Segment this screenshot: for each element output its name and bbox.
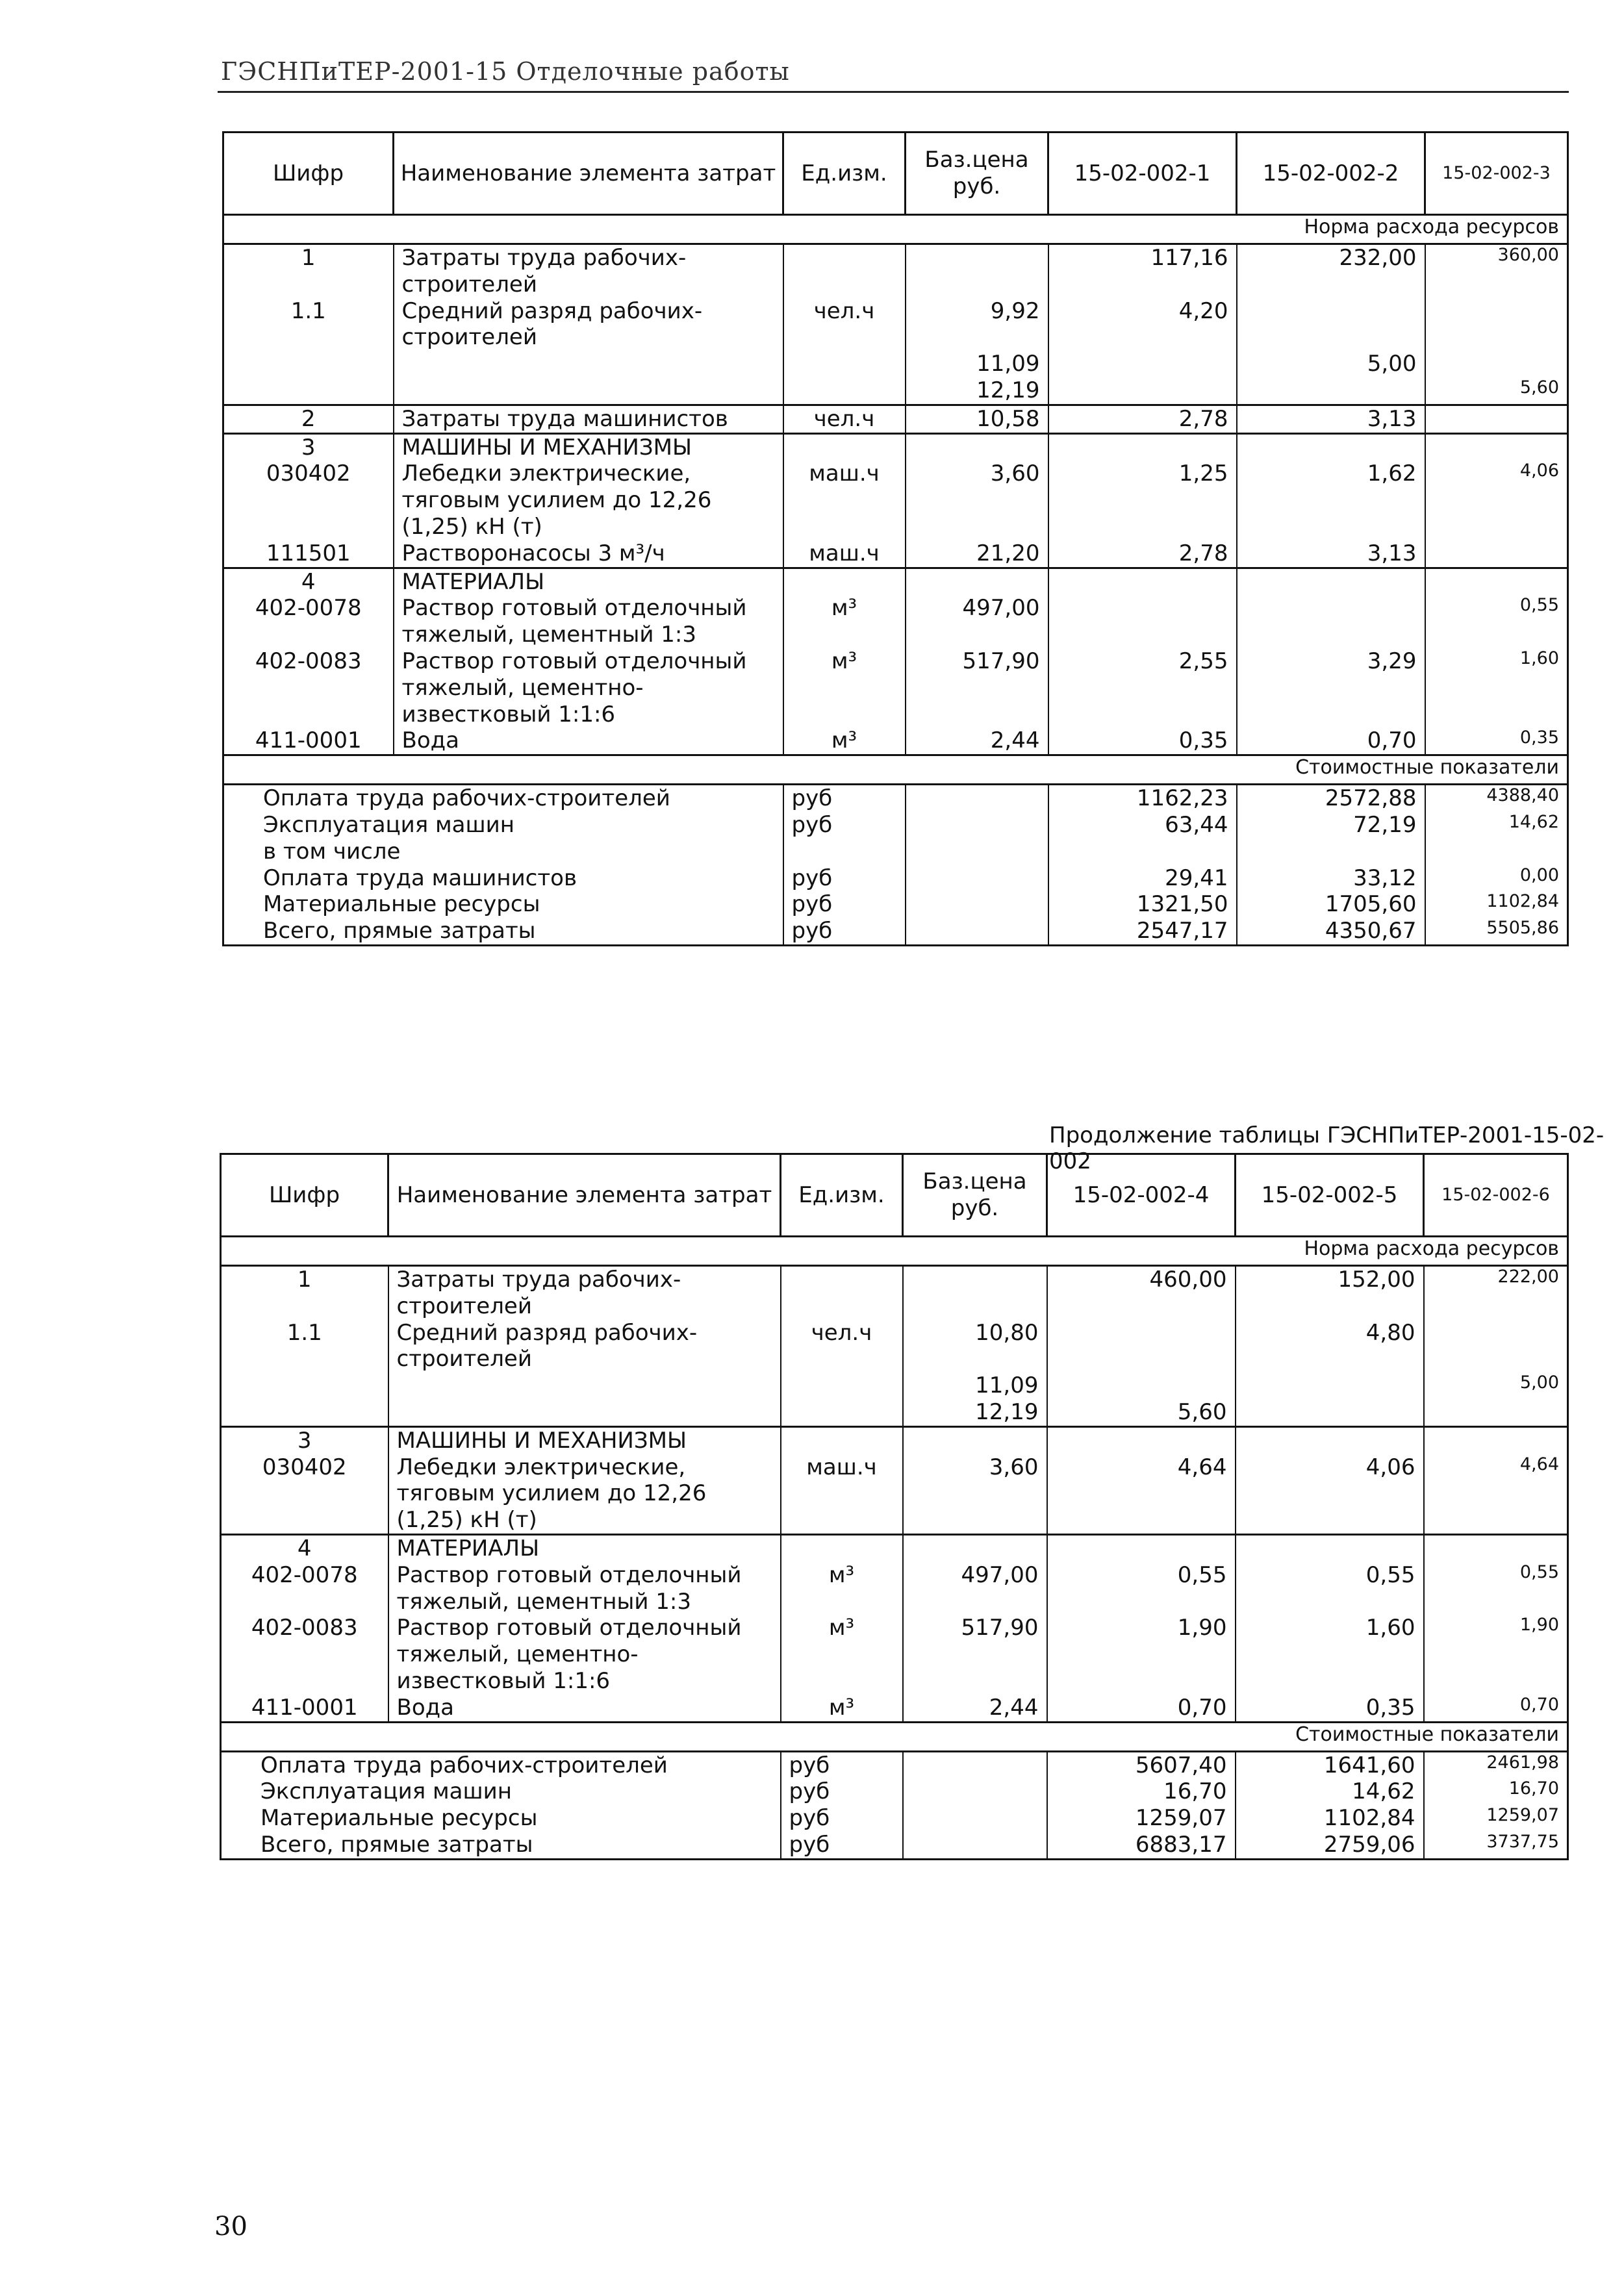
summary-label: Эксплуатация машин bbox=[221, 1778, 781, 1805]
cell-col-3: 360,00 bbox=[1425, 244, 1568, 298]
summary-col-1: 16,70 bbox=[1047, 1778, 1236, 1805]
header-price: Баз.цена руб. bbox=[903, 1154, 1047, 1237]
cell-code bbox=[223, 377, 394, 405]
summary-unit: руб bbox=[783, 865, 906, 892]
header-col-1: 15-02-002-4 bbox=[1047, 1154, 1236, 1237]
header-rule bbox=[218, 91, 1569, 93]
table-row bbox=[221, 1695, 1568, 1722]
summary-row bbox=[221, 1751, 1568, 1778]
cell-col-1 bbox=[1048, 568, 1237, 595]
table-row bbox=[223, 351, 1568, 377]
cell-col-1 bbox=[1048, 595, 1237, 648]
table-header-row bbox=[223, 133, 1568, 215]
cell-col-3: 4,06 bbox=[1425, 461, 1568, 540]
cell-price bbox=[903, 1266, 1047, 1320]
summary-row bbox=[223, 865, 1568, 892]
summary-col-2: 1641,60 bbox=[1236, 1751, 1424, 1778]
cell-name: Вода bbox=[388, 1695, 781, 1722]
summary-blank bbox=[903, 1751, 1047, 1778]
continuation-caption: Продолжение таблицы ГЭСНПиТЕР-2001-15-02-002 bbox=[1049, 1122, 1605, 1174]
cell-col-1 bbox=[1047, 1320, 1236, 1373]
summary-col-2: 14,62 bbox=[1236, 1778, 1424, 1805]
cell-col-1: 1,90 bbox=[1047, 1615, 1236, 1694]
cell-col-1: 460,00 bbox=[1047, 1266, 1236, 1320]
summary-col-3: 3737,75 bbox=[1424, 1832, 1568, 1859]
cell-price: 11,09 bbox=[906, 351, 1048, 377]
summary-col-3: 1259,07 bbox=[1424, 1805, 1568, 1832]
cell-unit: чел.ч bbox=[783, 405, 906, 433]
section-heading: МАШИНЫ И МЕХАНИЗМЫ bbox=[388, 1426, 781, 1454]
cell-price: 10,58 bbox=[906, 405, 1048, 433]
cell-unit bbox=[781, 1372, 903, 1399]
cell-col-3: 1,60 bbox=[1425, 648, 1568, 727]
summary-col-1 bbox=[1048, 839, 1237, 865]
cell-price: 497,00 bbox=[903, 1562, 1047, 1615]
cell-col-2: 1,62 bbox=[1237, 461, 1425, 540]
summary-col-2 bbox=[1237, 839, 1425, 865]
cell-col-1: 5,60 bbox=[1047, 1399, 1236, 1426]
summary-row bbox=[223, 839, 1568, 865]
cell-name bbox=[388, 1372, 781, 1399]
summary-label: Материальные ресурсы bbox=[223, 891, 783, 918]
summary-unit: руб bbox=[781, 1751, 903, 1778]
cell-col-3 bbox=[1425, 540, 1568, 568]
cell-col-2 bbox=[1237, 298, 1425, 351]
resource-table-2 bbox=[220, 1153, 1569, 1860]
norm-label: Норма расхода ресурсов bbox=[221, 1237, 1568, 1266]
summary-col-1: 29,41 bbox=[1048, 865, 1237, 892]
table-row bbox=[221, 1266, 1568, 1320]
cell-code: 1 bbox=[221, 1266, 388, 1320]
header-col-2: 15-02-002-5 bbox=[1236, 1154, 1424, 1237]
summary-blank bbox=[906, 865, 1048, 892]
cell-col-2: 0,70 bbox=[1237, 727, 1425, 755]
header-unit: Ед.изм. bbox=[781, 1154, 903, 1237]
summary-unit: руб bbox=[781, 1778, 903, 1805]
cell-col-3: 1,90 bbox=[1424, 1615, 1568, 1694]
summary-col-3: 5505,86 bbox=[1425, 918, 1568, 945]
cell-price bbox=[906, 244, 1048, 298]
cell-code: 402-0078 bbox=[221, 1562, 388, 1615]
cell-name: Растворонасосы 3 м³/ч bbox=[394, 540, 783, 568]
summary-col-3: 2461,98 bbox=[1424, 1751, 1568, 1778]
summary-col-2: 2759,06 bbox=[1236, 1832, 1424, 1859]
summary-col-1: 63,44 bbox=[1048, 812, 1237, 839]
table-row bbox=[223, 377, 1568, 405]
cell-col-3: 5,60 bbox=[1425, 377, 1568, 405]
summary-label: в том числе bbox=[223, 839, 783, 865]
header-name: Наименование элемента затрат bbox=[394, 133, 783, 215]
cell-col-3: 222,00 bbox=[1424, 1266, 1568, 1320]
cell-price: 9,92 bbox=[906, 298, 1048, 351]
table-row bbox=[223, 244, 1568, 298]
cell-unit bbox=[783, 244, 906, 298]
cell-col-2: 3,13 bbox=[1237, 540, 1425, 568]
cell-name: Раствор готовый отделочный тяжелый, цементно-известковый 1:1:6 bbox=[388, 1615, 781, 1694]
table-row bbox=[221, 1534, 1568, 1561]
summary-blank bbox=[906, 891, 1048, 918]
summary-unit: руб bbox=[783, 785, 906, 812]
cell-code: 411-0001 bbox=[223, 727, 394, 755]
cell-col-3 bbox=[1424, 1426, 1568, 1454]
summary-unit bbox=[783, 839, 906, 865]
summary-unit: руб bbox=[783, 891, 906, 918]
cell-unit bbox=[781, 1266, 903, 1320]
cell-name: Раствор готовый отделочный тяжелый, цементный 1:3 bbox=[394, 595, 783, 648]
summary-label: Материальные ресурсы bbox=[221, 1805, 781, 1832]
cell-price: 497,00 bbox=[906, 595, 1048, 648]
cell-price: 2,44 bbox=[906, 727, 1048, 755]
cell-price: 2,44 bbox=[903, 1695, 1047, 1722]
table-row bbox=[223, 461, 1568, 540]
cell-unit: м³ bbox=[783, 727, 906, 755]
cell-col-1: 2,78 bbox=[1048, 540, 1237, 568]
cell-unit: м³ bbox=[783, 595, 906, 648]
table-row bbox=[221, 1426, 1568, 1454]
summary-col-2: 72,19 bbox=[1237, 812, 1425, 839]
page-number: 30 bbox=[214, 2212, 247, 2242]
summary-blank bbox=[903, 1832, 1047, 1859]
cell-col-3: 0,70 bbox=[1424, 1695, 1568, 1722]
header-code: Шифр bbox=[221, 1154, 388, 1237]
summary-unit: руб bbox=[783, 918, 906, 945]
table-row bbox=[221, 1615, 1568, 1694]
cell-price bbox=[906, 433, 1048, 461]
cell-unit: м³ bbox=[783, 648, 906, 727]
cell-unit: м³ bbox=[781, 1615, 903, 1694]
cell-price: 517,90 bbox=[903, 1615, 1047, 1694]
summary-blank bbox=[906, 785, 1048, 812]
summary-blank bbox=[906, 918, 1048, 945]
table-row bbox=[221, 1454, 1568, 1535]
table-row bbox=[223, 568, 1568, 595]
summary-unit: руб bbox=[781, 1805, 903, 1832]
summary-col-2: 1705,60 bbox=[1237, 891, 1425, 918]
table-row bbox=[223, 540, 1568, 568]
cell-col-3 bbox=[1424, 1320, 1568, 1373]
summary-row bbox=[223, 785, 1568, 812]
summary-col-1: 6883,17 bbox=[1047, 1832, 1236, 1859]
cell-col-3: 0,55 bbox=[1424, 1562, 1568, 1615]
cell-unit: маш.ч bbox=[781, 1454, 903, 1535]
header-price: Баз.цена руб. bbox=[906, 133, 1048, 215]
cell-col-2: 3,29 bbox=[1237, 648, 1425, 727]
cell-name: Затраты труда рабочих-строителей bbox=[394, 244, 783, 298]
running-head: ГЭСНПиТЕР-2001-15 Отделочные работы bbox=[221, 57, 790, 86]
cell-col-2: 152,00 bbox=[1236, 1266, 1424, 1320]
cell-name: Средний разряд рабочих-строителей bbox=[388, 1320, 781, 1373]
cell-unit: м³ bbox=[781, 1562, 903, 1615]
summary-unit: руб bbox=[781, 1832, 903, 1859]
summary-col-3: 4388,40 bbox=[1425, 785, 1568, 812]
summary-col-2: 2572,88 bbox=[1237, 785, 1425, 812]
cell-unit bbox=[781, 1426, 903, 1454]
summary-col-2: 33,12 bbox=[1237, 865, 1425, 892]
cell-col-1 bbox=[1048, 377, 1237, 405]
table-row bbox=[221, 1320, 1568, 1373]
cell-col-3: 0,35 bbox=[1425, 727, 1568, 755]
cell-col-1: 2,78 bbox=[1048, 405, 1237, 433]
summary-row bbox=[223, 891, 1568, 918]
cell-col-2 bbox=[1237, 568, 1425, 595]
summary-col-3: 0,00 bbox=[1425, 865, 1568, 892]
cell-col-3 bbox=[1425, 298, 1568, 351]
cell-price bbox=[906, 568, 1048, 595]
summary-label: Оплата труда рабочих-строителей bbox=[221, 1751, 781, 1778]
cost-label: Стоимостные показатели bbox=[221, 1722, 1568, 1751]
summary-col-2: 4350,67 bbox=[1237, 918, 1425, 945]
cell-col-1: 4,64 bbox=[1047, 1454, 1236, 1535]
cell-price: 3,60 bbox=[903, 1454, 1047, 1535]
cell-code: 402-0083 bbox=[221, 1615, 388, 1694]
cell-col-1: 1,25 bbox=[1048, 461, 1237, 540]
cell-col-2 bbox=[1236, 1426, 1424, 1454]
cell-col-2 bbox=[1237, 595, 1425, 648]
cell-price: 21,20 bbox=[906, 540, 1048, 568]
summary-col-1: 1259,07 bbox=[1047, 1805, 1236, 1832]
cell-col-1 bbox=[1048, 351, 1237, 377]
summary-blank bbox=[906, 839, 1048, 865]
table-row bbox=[221, 1372, 1568, 1399]
cell-name: Вода bbox=[394, 727, 783, 755]
cell-code: 402-0078 bbox=[223, 595, 394, 648]
summary-col-1: 5607,40 bbox=[1047, 1751, 1236, 1778]
cost-label: Стоимостные показатели bbox=[223, 755, 1568, 785]
summary-col-1: 1321,50 bbox=[1048, 891, 1237, 918]
cell-col-3: 0,55 bbox=[1425, 595, 1568, 648]
header-col-1: 15-02-002-1 bbox=[1048, 133, 1237, 215]
cell-price: 11,09 bbox=[903, 1372, 1047, 1399]
cell-col-3 bbox=[1425, 433, 1568, 461]
table-row bbox=[223, 433, 1568, 461]
cell-col-2: 4,80 bbox=[1236, 1320, 1424, 1373]
cell-code: 3 bbox=[223, 433, 394, 461]
cell-code bbox=[223, 351, 394, 377]
cell-col-1 bbox=[1047, 1426, 1236, 1454]
cell-unit: чел.ч bbox=[781, 1320, 903, 1373]
cell-name: Средний разряд рабочих-строителей bbox=[394, 298, 783, 351]
cell-col-2: 3,13 bbox=[1237, 405, 1425, 433]
cell-col-1: 4,20 bbox=[1048, 298, 1237, 351]
cell-col-2 bbox=[1236, 1534, 1424, 1561]
header-unit: Ед.изм. bbox=[783, 133, 906, 215]
cell-col-2: 5,00 bbox=[1237, 351, 1425, 377]
cell-code: 2 bbox=[223, 405, 394, 433]
cell-code: 030402 bbox=[223, 461, 394, 540]
cell-unit bbox=[783, 377, 906, 405]
cell-col-3 bbox=[1425, 405, 1568, 433]
cell-col-3 bbox=[1424, 1534, 1568, 1561]
cell-col-1 bbox=[1047, 1372, 1236, 1399]
summary-label: Всего, прямые затраты bbox=[221, 1832, 781, 1859]
summary-row bbox=[223, 812, 1568, 839]
cell-code bbox=[221, 1372, 388, 1399]
summary-col-1: 2547,17 bbox=[1048, 918, 1237, 945]
summary-col-3: 16,70 bbox=[1424, 1778, 1568, 1805]
summary-col-3 bbox=[1425, 839, 1568, 865]
summary-row bbox=[221, 1778, 1568, 1805]
table-row bbox=[221, 1562, 1568, 1615]
cell-col-2: 0,35 bbox=[1236, 1695, 1424, 1722]
section-heading: МАШИНЫ И МЕХАНИЗМЫ bbox=[394, 433, 783, 461]
cell-col-2 bbox=[1236, 1399, 1424, 1426]
cell-price: 3,60 bbox=[906, 461, 1048, 540]
summary-row bbox=[221, 1805, 1568, 1832]
cell-price: 10,80 bbox=[903, 1320, 1047, 1373]
cell-col-1: 2,55 bbox=[1048, 648, 1237, 727]
cell-col-3 bbox=[1425, 351, 1568, 377]
cell-name: Лебедки электрические, тяговым усилием до 12,26 (1,25) кН (т) bbox=[394, 461, 783, 540]
summary-blank bbox=[903, 1778, 1047, 1805]
summary-row bbox=[221, 1832, 1568, 1859]
summary-label: Оплата труда машинистов bbox=[223, 865, 783, 892]
cell-col-3: 4,64 bbox=[1424, 1454, 1568, 1535]
cell-name: Раствор готовый отделочный тяжелый, цементный 1:3 bbox=[388, 1562, 781, 1615]
summary-blank bbox=[903, 1805, 1047, 1832]
table-row bbox=[223, 405, 1568, 433]
table-row bbox=[223, 648, 1568, 727]
cell-name bbox=[388, 1399, 781, 1426]
summary-col-2: 1102,84 bbox=[1236, 1805, 1424, 1832]
header-code: Шифр bbox=[223, 133, 394, 215]
cell-price: 517,90 bbox=[906, 648, 1048, 727]
cell-unit bbox=[781, 1399, 903, 1426]
cell-code: 411-0001 bbox=[221, 1695, 388, 1722]
table-row bbox=[223, 727, 1568, 755]
cell-price bbox=[903, 1426, 1047, 1454]
cell-code: 3 bbox=[221, 1426, 388, 1454]
cell-price bbox=[903, 1534, 1047, 1561]
cell-unit bbox=[783, 433, 906, 461]
table-header-row bbox=[221, 1154, 1568, 1237]
cell-unit bbox=[783, 351, 906, 377]
cell-name: Затраты труда рабочих-строителей bbox=[388, 1266, 781, 1320]
cell-col-3: 5,00 bbox=[1424, 1372, 1568, 1399]
summary-blank bbox=[906, 812, 1048, 839]
cell-col-1 bbox=[1048, 433, 1237, 461]
cell-col-2 bbox=[1236, 1372, 1424, 1399]
summary-unit: руб bbox=[783, 812, 906, 839]
cell-code: 1.1 bbox=[223, 298, 394, 351]
cell-code: 1 bbox=[223, 244, 394, 298]
cell-code: 1.1 bbox=[221, 1320, 388, 1373]
cell-name: Раствор готовый отделочный тяжелый, цементно-известковый 1:1:6 bbox=[394, 648, 783, 727]
summary-col-3: 1102,84 bbox=[1425, 891, 1568, 918]
summary-col-1: 1162,23 bbox=[1048, 785, 1237, 812]
cell-code: 4 bbox=[223, 568, 394, 595]
cell-col-2: 0,55 bbox=[1236, 1562, 1424, 1615]
cell-unit: м³ bbox=[781, 1695, 903, 1722]
summary-row bbox=[223, 918, 1568, 945]
cell-unit: чел.ч bbox=[783, 298, 906, 351]
cell-unit bbox=[781, 1534, 903, 1561]
table-row bbox=[223, 595, 1568, 648]
cell-code bbox=[221, 1399, 388, 1426]
header-col-3: 15-02-002-3 bbox=[1425, 133, 1568, 215]
summary-label: Всего, прямые затраты bbox=[223, 918, 783, 945]
cell-col-1: 0,55 bbox=[1047, 1562, 1236, 1615]
cell-price: 12,19 bbox=[903, 1399, 1047, 1426]
table-row bbox=[221, 1399, 1568, 1426]
cell-col-1: 117,16 bbox=[1048, 244, 1237, 298]
summary-col-3: 14,62 bbox=[1425, 812, 1568, 839]
norm-label: Норма расхода ресурсов bbox=[223, 215, 1568, 244]
cell-name: Лебедки электрические, тяговым усилием до 12,26 (1,25) кН (т) bbox=[388, 1454, 781, 1535]
summary-label: Эксплуатация машин bbox=[223, 812, 783, 839]
cell-unit: маш.ч bbox=[783, 540, 906, 568]
section-heading: МАТЕРИАЛЫ bbox=[388, 1534, 781, 1561]
cell-code: 111501 bbox=[223, 540, 394, 568]
header-name: Наименование элемента затрат bbox=[388, 1154, 781, 1237]
header-col-3: 15-02-002-6 bbox=[1424, 1154, 1568, 1237]
cell-col-2 bbox=[1237, 433, 1425, 461]
summary-label: Оплата труда рабочих-строителей bbox=[223, 785, 783, 812]
cell-col-3 bbox=[1425, 568, 1568, 595]
cell-col-1: 0,70 bbox=[1047, 1695, 1236, 1722]
cell-price: 12,19 bbox=[906, 377, 1048, 405]
cell-col-2: 232,00 bbox=[1237, 244, 1425, 298]
cell-name: Затраты труда машинистов bbox=[394, 405, 783, 433]
cell-col-2 bbox=[1237, 377, 1425, 405]
cell-col-1 bbox=[1047, 1534, 1236, 1561]
cell-name bbox=[394, 377, 783, 405]
cell-col-2: 1,60 bbox=[1236, 1615, 1424, 1694]
cell-unit: маш.ч bbox=[783, 461, 906, 540]
header-col-2: 15-02-002-2 bbox=[1237, 133, 1425, 215]
section-heading: МАТЕРИАЛЫ bbox=[394, 568, 783, 595]
cell-col-3 bbox=[1424, 1399, 1568, 1426]
cell-code: 402-0083 bbox=[223, 648, 394, 727]
table-row bbox=[223, 298, 1568, 351]
cell-name bbox=[394, 351, 783, 377]
cell-col-1: 0,35 bbox=[1048, 727, 1237, 755]
cell-col-2: 4,06 bbox=[1236, 1454, 1424, 1535]
resource-table-1 bbox=[222, 131, 1569, 946]
cell-unit bbox=[783, 568, 906, 595]
cell-code: 4 bbox=[221, 1534, 388, 1561]
cell-code: 030402 bbox=[221, 1454, 388, 1535]
